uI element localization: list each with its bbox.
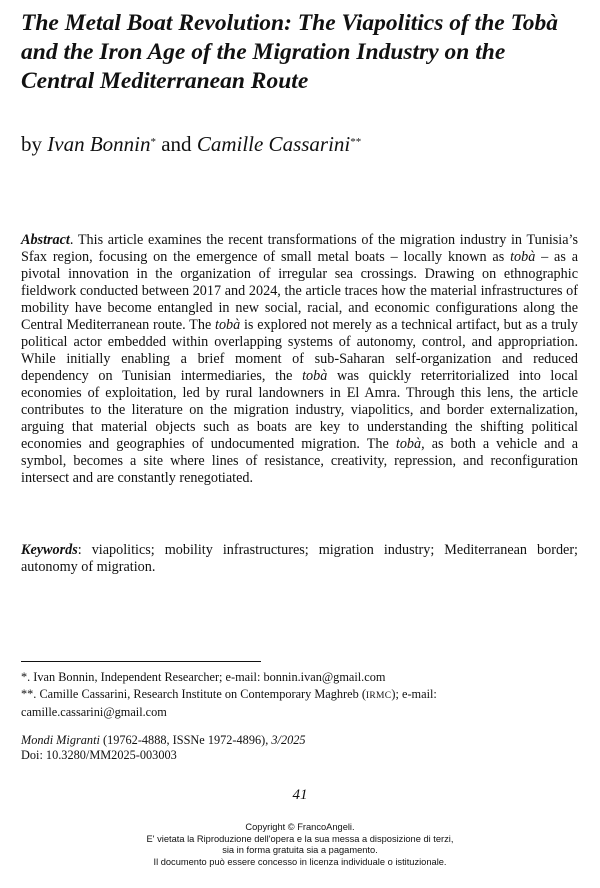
abstract-term: tobà: [395, 436, 422, 452]
abstract-term: tobà: [215, 317, 241, 333]
footnote-marker: **: [350, 136, 362, 148]
copyright-line: Copyright © FrancoAngeli.: [245, 822, 355, 832]
footnote-divider: [21, 661, 261, 662]
journal-name: Mondi Migranti: [21, 733, 100, 747]
abstract-text: is explored not merely as a technical artifact, but as a truly political actor embedded within overlapping systems of autonomy, control, and appropriation. While initially enabling a brief moment of sub-Saharan self-organization and reduced dependency on Tunisian intermediaries, the: [21, 317, 578, 384]
journal-issue: 3/2025: [271, 733, 306, 747]
abstract-text: . This article examines the recent transformations of the migration industry in Tunisia’s Sfax region, focusing on the emergence of small metal boats – locally known as: [21, 232, 578, 265]
byline: [21, 131, 361, 157]
copyright-line: sia in forma gratuita sia a pagamento.: [222, 845, 378, 855]
journal-info: [21, 733, 578, 763]
abstract-text: – as a pivotal innovation in the organization of irregular sea crossings. Drawing on ethnographic fieldwork conducted between 2017 and 2024, the article traces how the material infrastructures of mobility have become entangled in new social, racial, and economic configurations along the Central Mediterranean route. The: [21, 249, 578, 333]
journal-citation: [21, 733, 578, 748]
footnote: [21, 686, 578, 720]
keywords-text: : viapolitics; mobility infrastructures; migration industry; Mediterranean border; autonomy of migration.: [21, 542, 578, 575]
author-name: Ivan Bonnin: [47, 132, 151, 156]
footnote-text: Ivan Bonnin, Independent Researcher; e-mail: bonnin.ivan@gmail.com: [30, 670, 386, 684]
byline-conjunction: and: [161, 132, 192, 156]
copyright-line: Il documento può essere concesso in licenza individuale o istituzionale.: [153, 856, 447, 867]
page-number: 41: [292, 787, 308, 803]
journal-issn: (19762-4888, ISSNe 1972-4896),: [99, 733, 272, 747]
footnote-marker: *: [150, 136, 156, 148]
keywords: [21, 542, 578, 576]
keywords-label: Keywords: [21, 542, 78, 558]
footnote-mark: **.: [21, 687, 37, 701]
footnote-text: Camille Cassarini, Research Institute on Contemporary Maghreb (: [36, 687, 366, 701]
abstract-term: tobà: [510, 249, 536, 265]
abstract-label: Abstract: [21, 232, 70, 248]
article-title: The Metal Boat Revolution: The Viapolitics of the Tobà and the Iron Age of the Migration Industry on the Central Mediterranean Route: [21, 10, 559, 94]
author-name: Camille Cassarini: [196, 132, 351, 156]
footnote-acronym: IRMC: [365, 691, 392, 701]
abstract-text: was quickly reterritorialized into local economies of exploitation, led by rural landowners in El Amra. Through this lens, the article contributes to the literature on the migration industry, viapolitics, and border externalization, arguing that material objects such as boats are key to understanding the shifting political economies and geographies of undocumented migration. The: [21, 368, 578, 452]
footnote-mark: *.: [21, 670, 31, 684]
footnote-text: ); e-mail: camille.cassarini@gmail.com: [21, 687, 437, 719]
abstract-text: , as both a vehicle and a symbol, becomes a site where lines of resistance, creativity, repression, and reconfiguration intersect and are constantly renegotiated.: [21, 436, 578, 486]
copyright-line: E' vietata la Riproduzione dell'opera e la sua messa a disposizione di terzi,: [146, 833, 454, 844]
copyright-notice: [0, 822, 600, 868]
abstract: [21, 232, 578, 487]
journal-doi: Doi: 10.3280/MM2025-003003: [21, 748, 177, 762]
abstract-term: tobà: [302, 368, 328, 384]
footnote: [21, 669, 578, 685]
byline-prefix: by: [21, 132, 42, 156]
